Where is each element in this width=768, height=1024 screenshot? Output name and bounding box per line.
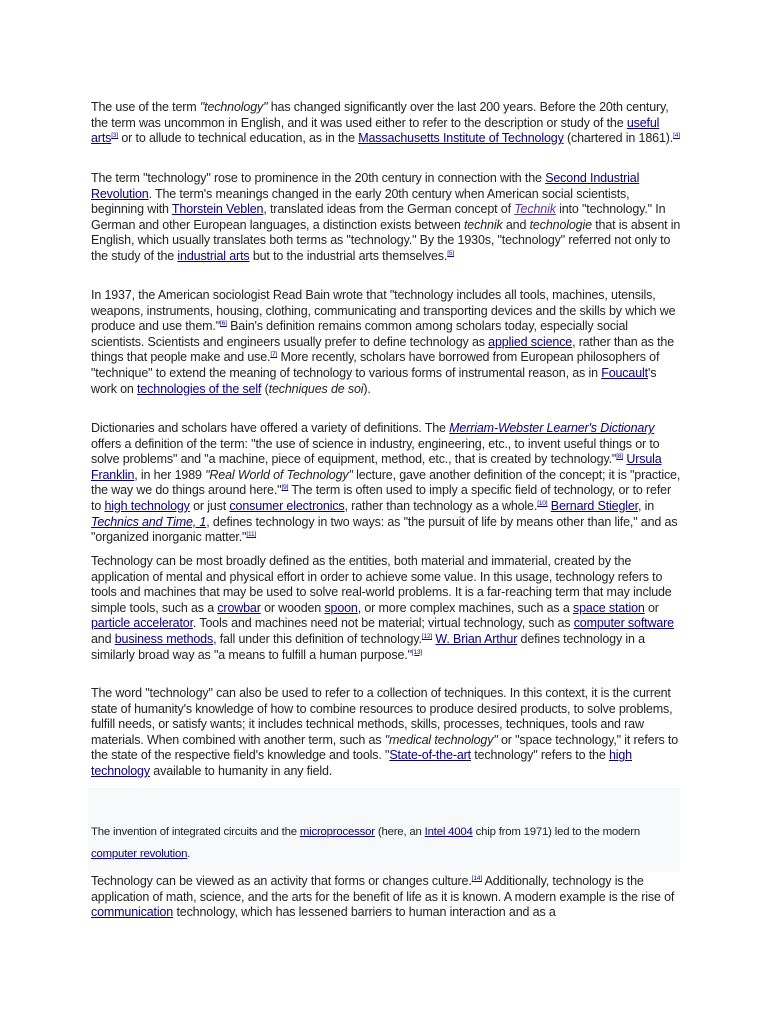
text-run: (here, an (374, 826, 425, 838)
text-run: (chartered in 1861). (563, 131, 674, 146)
text-run: , rather than as the things that people make and use. (91, 334, 675, 365)
text-run: or to allude to technical education, as in the (118, 131, 359, 146)
text-run: technology" refers to the (470, 748, 609, 763)
citation-ref[interactable] (246, 531, 256, 538)
citation-link[interactable]: [11] (246, 531, 257, 539)
paragraph-culture (91, 874, 681, 921)
text-run: chip from 1971) led to the modern (472, 826, 640, 838)
citation-ref[interactable] (537, 500, 547, 507)
paragraph-definitions (91, 421, 681, 546)
citation-ref[interactable] (111, 132, 118, 139)
text-run: and (91, 631, 115, 646)
link-useful-arts[interactable]: useful arts (91, 115, 660, 146)
link-particle-accelerator[interactable]: particle accelerator (91, 616, 193, 631)
link-state-of-the-art[interactable]: State-of-the-art (389, 748, 471, 763)
citation-ref[interactable] (412, 649, 422, 656)
text-run: The term is often used to imply a specific field of technology, or to refer to (91, 483, 671, 513)
text-run: Technology can be viewed as an activity that forms or changes culture. (91, 874, 472, 888)
text-run: into "technology." In German and other European languages, a distinction exists between (91, 202, 666, 232)
link-technik[interactable]: Technik (514, 202, 556, 217)
text-run: technology, which has lessened barriers to human interaction and as a (173, 905, 556, 920)
citation-link[interactable]: [5] (447, 249, 455, 257)
text-run: lecture, gave another definition of the concept; it is "practice, the way we do things around here." (91, 467, 681, 498)
link-intel-4004[interactable]: Intel 4004 (424, 826, 473, 838)
text-run: . (187, 848, 191, 860)
citation-link[interactable]: [3] (111, 132, 119, 140)
text-run: ). (363, 381, 371, 396)
text-run: that is absent in English, which usually translates both terms as "technology." By the 1930s, "technology" referred not only to the study of the (91, 217, 681, 263)
citation-link[interactable]: [6] (220, 320, 227, 328)
link-computer-revolution[interactable]: computer revolution (91, 848, 188, 860)
link-spoon[interactable]: spoon (324, 600, 358, 615)
text-run: offers a definition of the term: "the use of science in industry, engineering, etc., to invent useful things or to solve problems" and "a machine, piece of equipment, method, etc., that is created by technology." (91, 436, 660, 467)
text-run: has changed significantly over the last 200 years. Before the 20th century, the term was uncommon in English, and it was used either to refer to the description or study of the (91, 100, 669, 130)
italic-text: "Real World of Technology" (205, 467, 353, 482)
link-technics-and-time-1[interactable]: Technics and Time, 1 (91, 514, 207, 529)
text-run: The invention of integrated circuits and the (91, 826, 300, 838)
text-run: or (644, 600, 659, 615)
link-applied-science[interactable]: applied science (488, 334, 573, 349)
paragraph-broad-definition (91, 554, 681, 663)
text-run: More recently, scholars have borrowed from European philosophers of "technique" to extend the meaning of technology to various forms of instrumental reason, as in (91, 350, 660, 380)
link-technologies-of-the-self[interactable]: technologies of the self (137, 381, 262, 396)
link-space-station[interactable]: space station (572, 600, 645, 615)
paragraph-20th-century (91, 171, 681, 265)
italic-text: "technology" (199, 100, 268, 114)
citation-ref[interactable] (472, 875, 482, 882)
text-run: , in (638, 498, 655, 513)
citation-ref[interactable] (447, 250, 454, 257)
text-run: Technology can be most broadly defined as the entities, both material and immaterial, created by the application of mental and physical effort in order to achieve some value. In this usage, technology refers to tools and machines that may be used to solve real-world problems. It is a far-reaching term that may include simple tools, such as a (91, 554, 672, 615)
citation-link[interactable]: [7] (270, 351, 278, 359)
text-run: Additionally, technology is the application of math, science, and the arts for the benefit of life as it is known. A modern example is the rise of (91, 874, 675, 904)
link-merriam-webster-learner-s-dictionary[interactable]: Merriam-Webster Learner's Dictionary (449, 421, 655, 435)
text-run: , translated ideas from the German concept of (263, 202, 515, 217)
text-run: , rather than technology as a whole. (344, 498, 538, 513)
link-microprocessor[interactable]: microprocessor (299, 826, 375, 838)
citation-link[interactable]: [9] (281, 484, 289, 492)
link-thorstein-veblen[interactable]: Thorstein Veblen (171, 202, 264, 217)
text-run: or just (189, 498, 230, 513)
text-run: 's work on (91, 365, 657, 396)
citation-ref[interactable] (422, 633, 432, 640)
link-high-technology[interactable]: high technology (104, 498, 190, 513)
text-run: defines technology in a similarly broad way as "a means to fulfill a human purpose." (91, 631, 645, 662)
text-run: ( (261, 381, 269, 396)
link-second-industrial-revolution[interactable]: Second Industrial Revolution (91, 171, 640, 201)
figure-caption (91, 821, 677, 865)
text-run: The use of the term (91, 100, 200, 114)
text-run: Bain's definition remains common among scholars today, especially social scientists. Scientists and engineers usually prefer to define technology as (91, 319, 628, 349)
link-foucault[interactable]: Foucault (601, 365, 648, 380)
italic-text: technik (463, 217, 503, 232)
link-w-brian-arthur[interactable]: W. Brian Arthur (435, 631, 518, 646)
citation-link[interactable]: [13] (411, 648, 423, 656)
link-communication[interactable]: communication (91, 905, 174, 920)
text-run: The term "technology" rose to prominence in the 20th century in connection with the (91, 171, 546, 185)
citation-link[interactable]: [4] (673, 132, 680, 140)
paragraph-read-bain (91, 288, 681, 397)
text-run: , defines technology in two ways: as "the pursuit of life by means other than life," and as "organized inorganic matter." (91, 514, 678, 545)
link-industrial-arts[interactable]: industrial arts (177, 248, 250, 263)
text-run: , or more complex machines, such as a (357, 600, 573, 615)
text-run: or wooden (260, 600, 325, 615)
text-run: available to humanity in any field. (149, 763, 333, 778)
text-run: or "space technology," it refers to the state of the respective field's knowledge and tools. " (91, 732, 679, 763)
italic-text: technologie (529, 217, 592, 232)
paragraph-term-usage (91, 100, 681, 147)
text-run: The word "technology" can also be used to refer to a collection of techniques. In this context, it is the current state of humanity's knowledge of how to combine resources to produce desired products, to solve problems, fulfill needs, or satisfy wants; it includes technical methods, skills, processes, techniques, tools and raw materials. When combined with another term, such as (91, 686, 673, 747)
link-high-technology[interactable]: high technology (91, 748, 632, 778)
italic-text: techniques de soi (268, 381, 364, 396)
link-computer-software[interactable]: computer software (573, 616, 674, 631)
citation-ref[interactable] (616, 453, 623, 460)
text-run: Dictionaries and scholars have offered a variety of definitions. The (91, 421, 450, 435)
text-run: In 1937, the American sociologist Read Bain wrote that "technology includes all tools, machines, utensils, weapons, instruments, housing, clothing, communicating and transporting devices and the skills by which we produce and use them." (91, 288, 676, 334)
text-run: but to the industrial arts themselves. (249, 248, 448, 263)
link-massachusetts-institute-of-technology[interactable]: Massachusetts Institute of Technology (358, 131, 564, 146)
italic-text: "medical technology" (384, 732, 498, 747)
citation-ref[interactable] (673, 132, 680, 139)
link-ursula-franklin[interactable]: Ursula Franklin (91, 452, 662, 482)
text-run: and (502, 217, 530, 232)
citation-link[interactable]: [14] (471, 875, 482, 882)
citation-ref[interactable] (220, 320, 227, 327)
citation-link[interactable]: [8] (616, 453, 624, 461)
link-crowbar[interactable]: crowbar (217, 600, 261, 615)
link-bernard-stiegler[interactable]: Bernard Stiegler (550, 498, 639, 513)
text-run: , in her 1989 (134, 467, 206, 482)
citation-link[interactable]: [10] (537, 499, 548, 507)
text-run: . The term's meanings changed in the early 20th century when American social scientists, beginning with (91, 186, 630, 217)
text-run: , fall under this definition of technology. (213, 631, 422, 646)
text-run: . Tools and machines need not be material; virtual technology, such as (192, 616, 574, 631)
citation-link[interactable]: [12] (421, 632, 433, 640)
paragraph-techniques (91, 686, 681, 780)
link-business-methods[interactable]: business methods (114, 631, 214, 646)
link-consumer-electronics[interactable]: consumer electronics (229, 498, 345, 513)
